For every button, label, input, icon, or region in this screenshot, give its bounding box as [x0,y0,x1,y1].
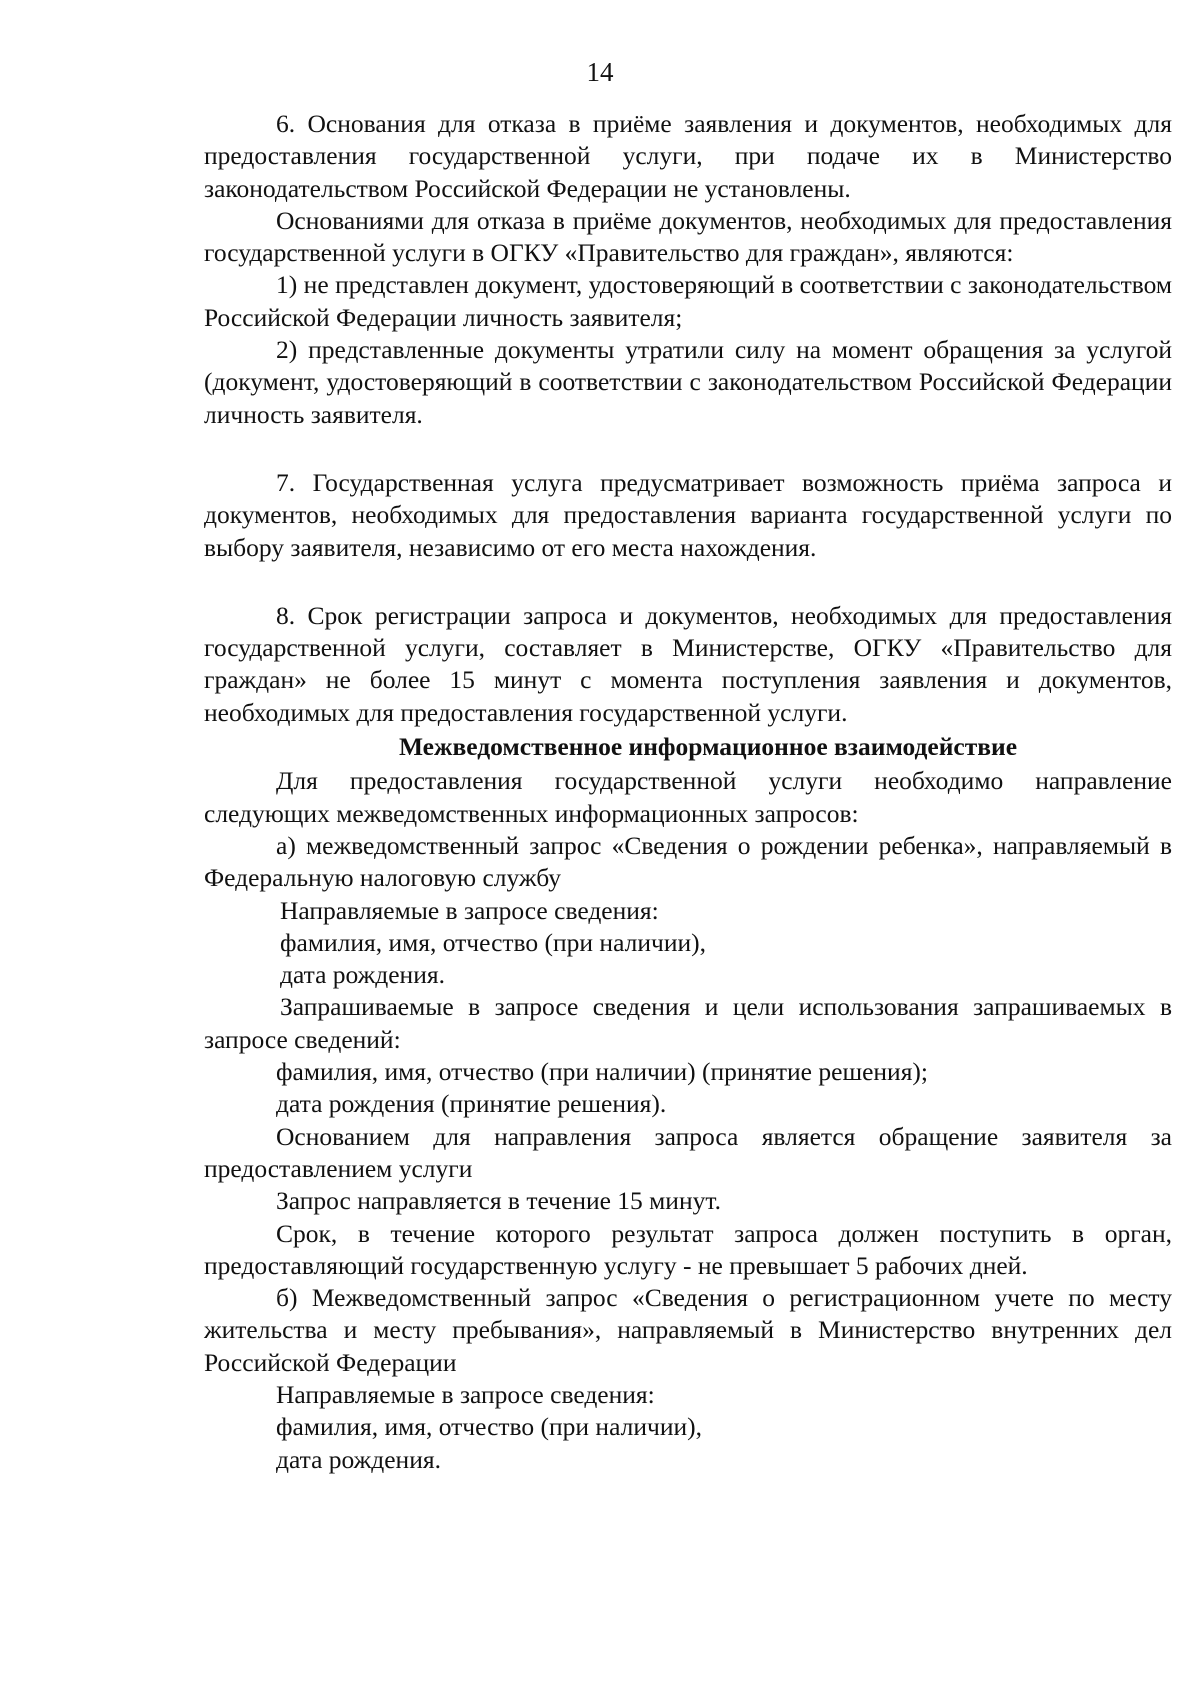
request-a-requested-item: дата рождения (принятие решения). [276,1089,667,1119]
request-b-sent-item: дата рождения. [276,1444,441,1474]
spacer [204,564,1172,600]
section-heading: Межведомственное информационное взаимодействие [398,732,1018,762]
request-a-basis: Основанием для направления запроса является обращение заявителя за предоставлением услуги [204,1121,1172,1183]
request-a-sent-label: Направляемые в запросе сведения: [280,895,659,925]
request-a-sent-item: дата рождения. [280,960,445,990]
document-body [204,108,1172,1476]
request-b-sent-item: фамилия, имя, отчество (при наличии), [276,1412,702,1442]
request-a-requested-item: фамилия, имя, отчество (при наличии) (принятие решения); [276,1057,928,1087]
request-a-deadline: Срок, в течение которого результат запроса должен поступить в орган, предоставляющий государственную услугу - не превышает 5 рабочих дней. [204,1218,1172,1280]
section-6-paragraph: 6. Основания для отказа в приёме заявления и документов, необходимых для предоставления государственной услуги, при подаче их в Министерство законодательством Российской Федерации не установлены. [204,109,1172,203]
section-6-ground-2: 2) представленные документы утратили силу на момент обращения за услугой (документ, удостоверяющий в соответствии с законодательством Российской Федерации личность заявителя. [204,335,1172,429]
section-7-paragraph: 7. Государственная услуга предусматривает возможность приёма запроса и документов, необходимых для предоставления варианта государственной услуги по выбору заявителя, независимо от его места нахождения. [204,467,1172,562]
request-a-timing: Запрос направляется в течение 15 минут. [276,1186,721,1216]
section-8-paragraph: 8. Срок регистрации запроса и документов, необходимых для предоставления государственной услуги, составляет в Министерстве, ОГКУ «Правительство для граждан» не более 15 минут с момента поступления заявления и документов, необходимых для предоставления государственной услуги. [204,600,1172,727]
page-number: 14 [586,57,614,87]
interagency-intro: Для предоставления государственной услуги необходимо направление следующих межведомственных информационных запросов: [204,766,1172,828]
request-a-requested-label: Запрашиваемые в запросе сведения и цели использования запрашиваемых в запросе сведений: [204,992,1172,1054]
request-b-title: б) Межведомственный запрос «Сведения о регистрационном учете по месту жительства и месту пребывания», направляемый в Министерство внутренних дел Российской Федерации [204,1283,1172,1377]
section-6-grounds-intro: Основаниями для отказа в приёме документов, необходимых для предоставления государственной услуги в ОГКУ «Правительство для граждан», являются: [204,205,1172,268]
spacer [204,431,1172,467]
request-a-sent-item: фамилия, имя, отчество (при наличии), [280,927,706,957]
request-a-title: а) межведомственный запрос «Сведения о рождении ребенка», направляемый в Федеральную налоговую службу [204,830,1172,893]
section-6-ground-1: 1) не представлен документ, удостоверяющий в соответствии с законодательством Российской Федерации личность заявителя; [204,270,1172,332]
request-b-sent-label: Направляемые в запросе сведения: [276,1379,655,1409]
